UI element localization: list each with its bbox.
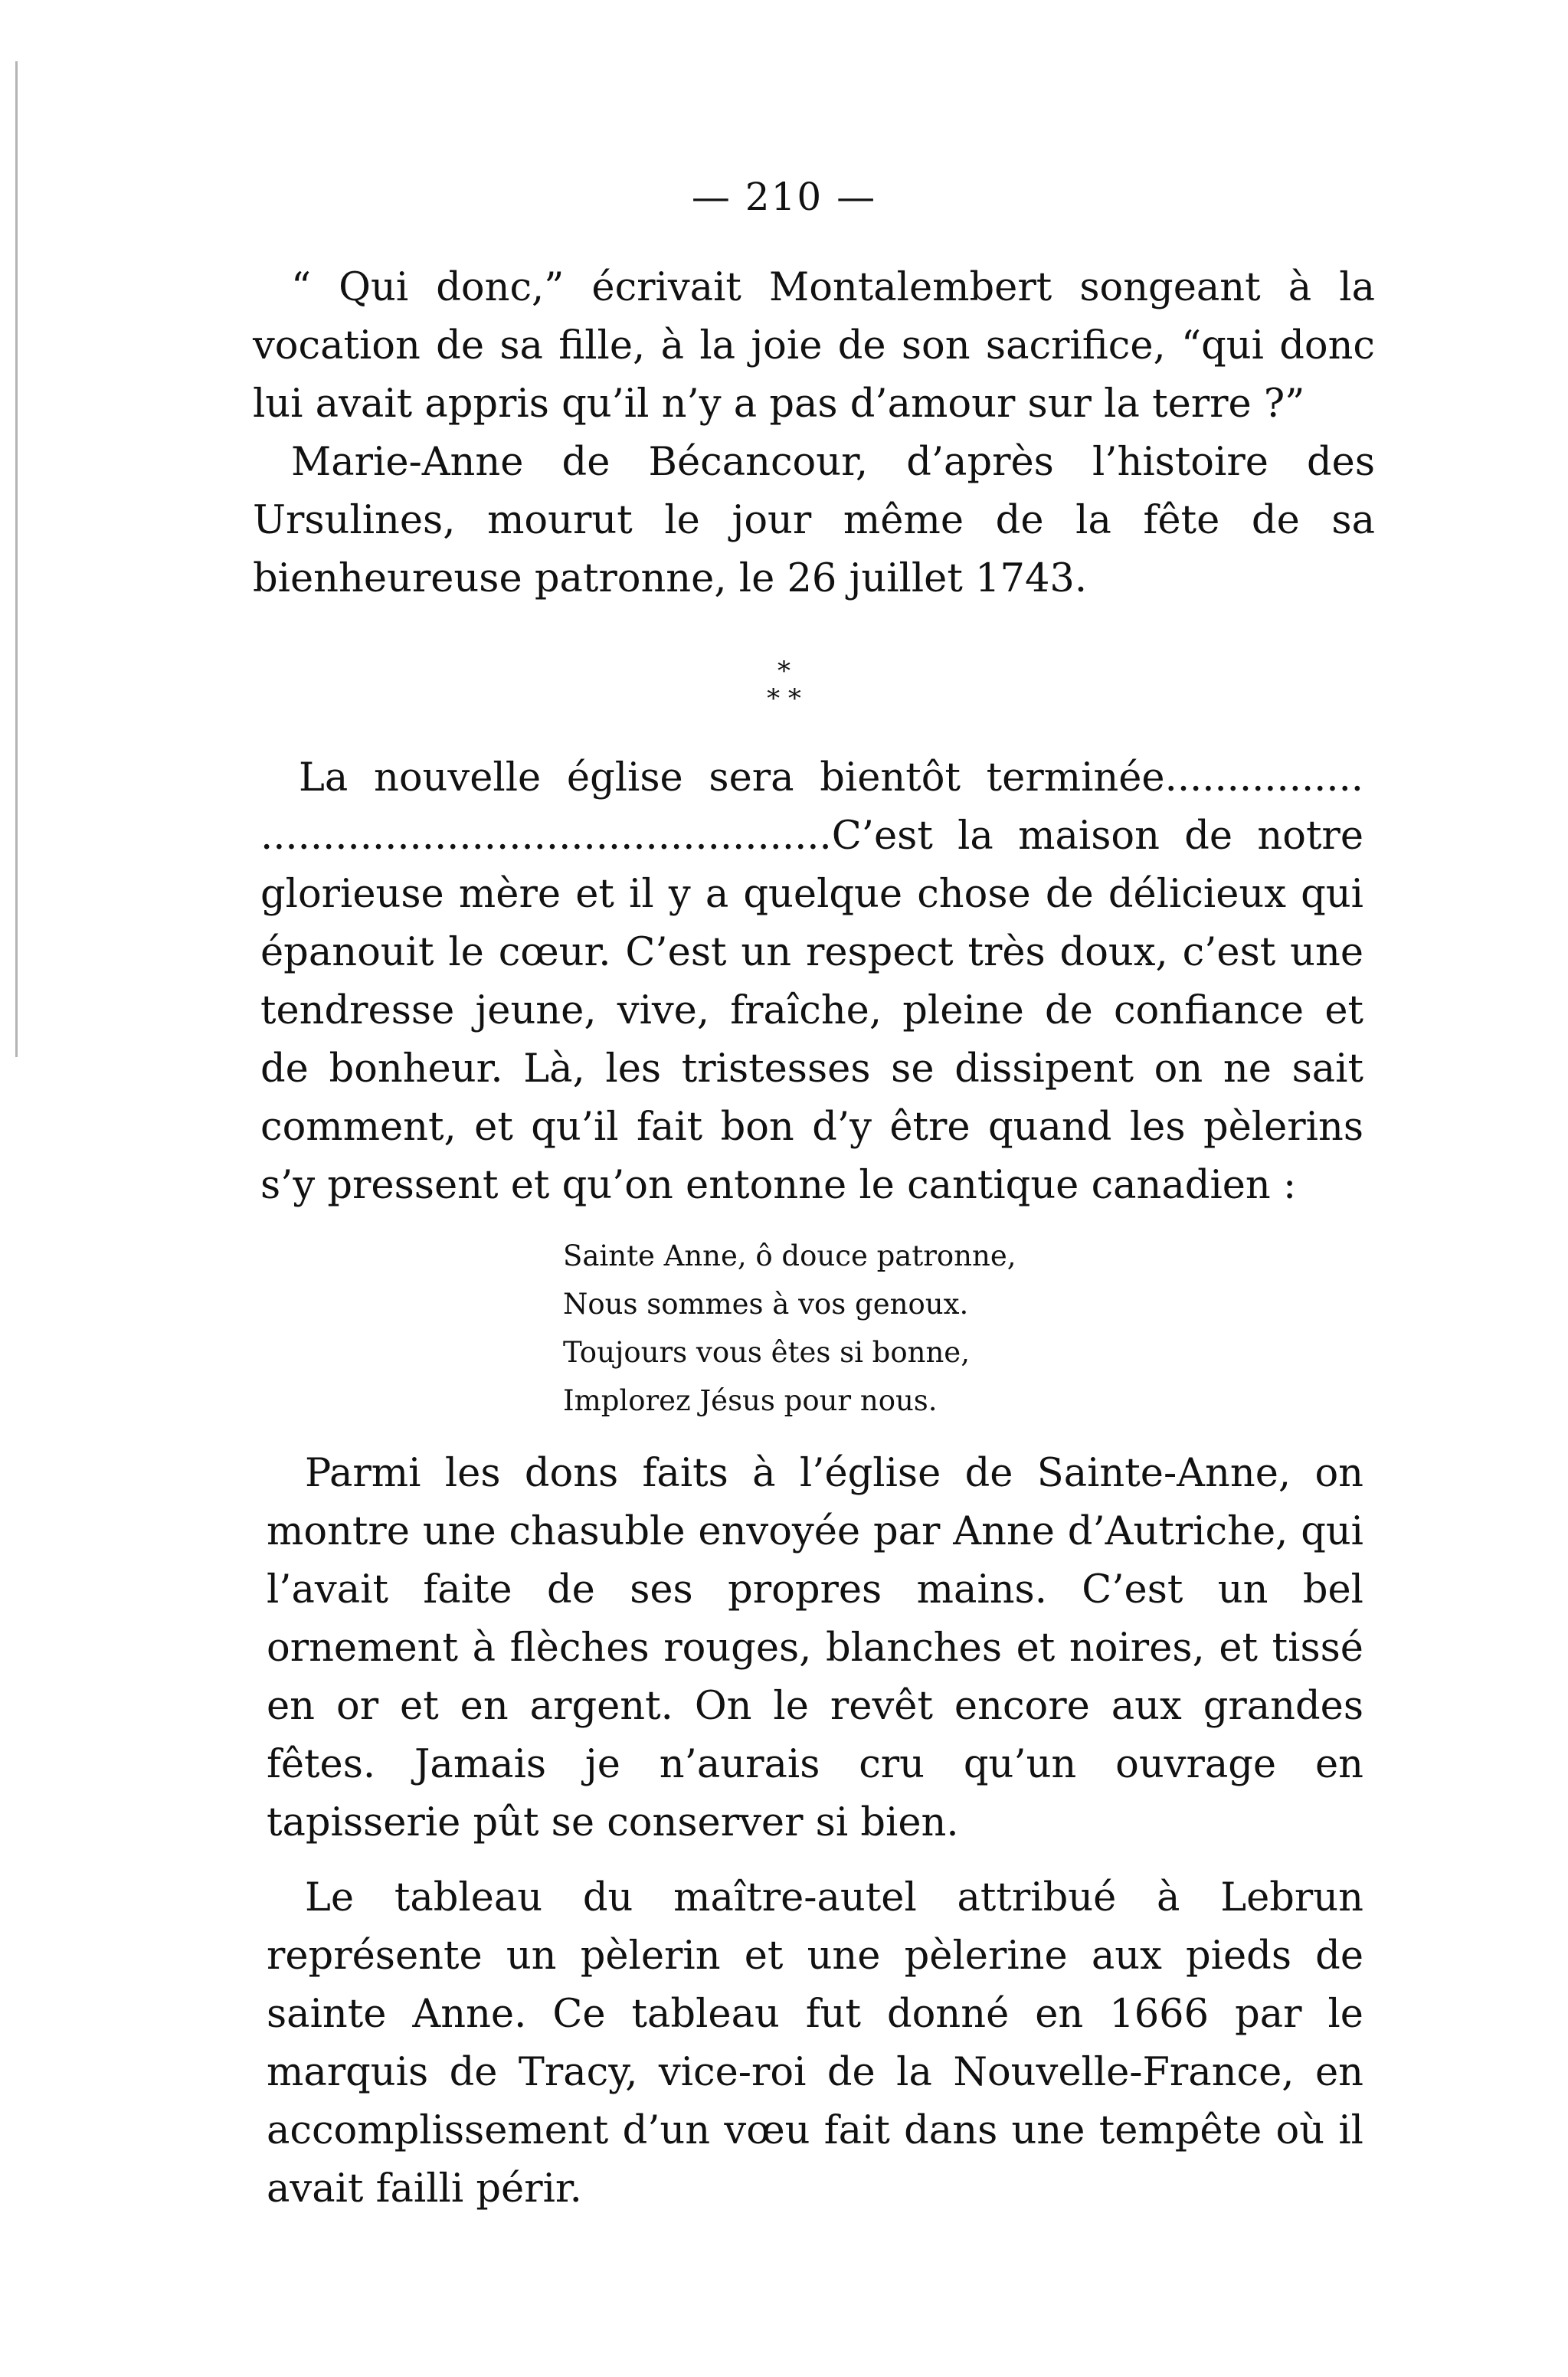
asterism-top: * (777, 656, 791, 686)
verse-line: Sainte Anne, ô douce patronne, (563, 1239, 1016, 1272)
paragraph-new-church: La nouvelle église sera bientôt terminée................ ..............................................C’est la maison de notre glorieuse mère et il y a quelque chose de délicieux qui épanouit le cœur. C’est un respect très doux, c’est une tendresse jeune, vive, fraîche, pleine de confiance et de bonheur. Là, les tristesses se dissipent on ne sait comment, et qu’il fait bon d’y être quand les pèlerins s’y pressent et qu’on entonne le cantique canadien : (260, 755, 1363, 1208)
opening-section (253, 259, 1375, 608)
church-section (260, 749, 1363, 1215)
page-number: — 210 — (691, 175, 877, 219)
section-asterism (0, 657, 1568, 712)
verse-line: Toujours vous êtes si bonne, (563, 1336, 970, 1369)
paragraph-chasuble: Parmi les dons faits à l’église de Sainte-Anne, on montre une chasuble envoyée par Anne d’Autriche, qui l’avait faite de ses propres mains. C’est un bel ornement à flèches rouges, blanches et noires, et tissé en or et en argent. On le revêt encore aux grandes fêtes. Jamais je n’aurais cru qu’un ouvrage en tapisserie pût se conserver si bien. (267, 1451, 1363, 1845)
asterism-bottom: * * (767, 683, 801, 714)
verse-line: Implorez Jésus pour nous. (563, 1384, 938, 1417)
paragraph-montalembert-quote: “ Qui donc,” écrivait Montalembert songeant à la vocation de sa fille, à la joie de son sacrifice, “qui donc lui avait appris qu’il n’y a pas d’amour sur la terre ?” (253, 265, 1375, 427)
paragraph-altar-painting: Le tableau du maître-autel attribué à Lebrun représente un pèlerin et une pèlerine aux pieds de sainte Anne. Ce tableau fut donné en 1666 par le marquis de Tracy, vice-roi de la Nouvelle-France, en accomplissement d’un vœu fait dans une tempête où il avait failli périr. (267, 1875, 1363, 2212)
gifts-section (267, 1445, 1363, 2218)
canticle-verse (563, 1232, 1016, 1425)
verse-line: Nous sommes à vos genoux. (563, 1288, 969, 1321)
paragraph-marie-anne: Marie-Anne de Bécancour, d’après l’histoire des Ursulines, mourut le jour même de la fête de sa bienheureuse patronne, le 26 juillet 1743. (253, 440, 1375, 601)
